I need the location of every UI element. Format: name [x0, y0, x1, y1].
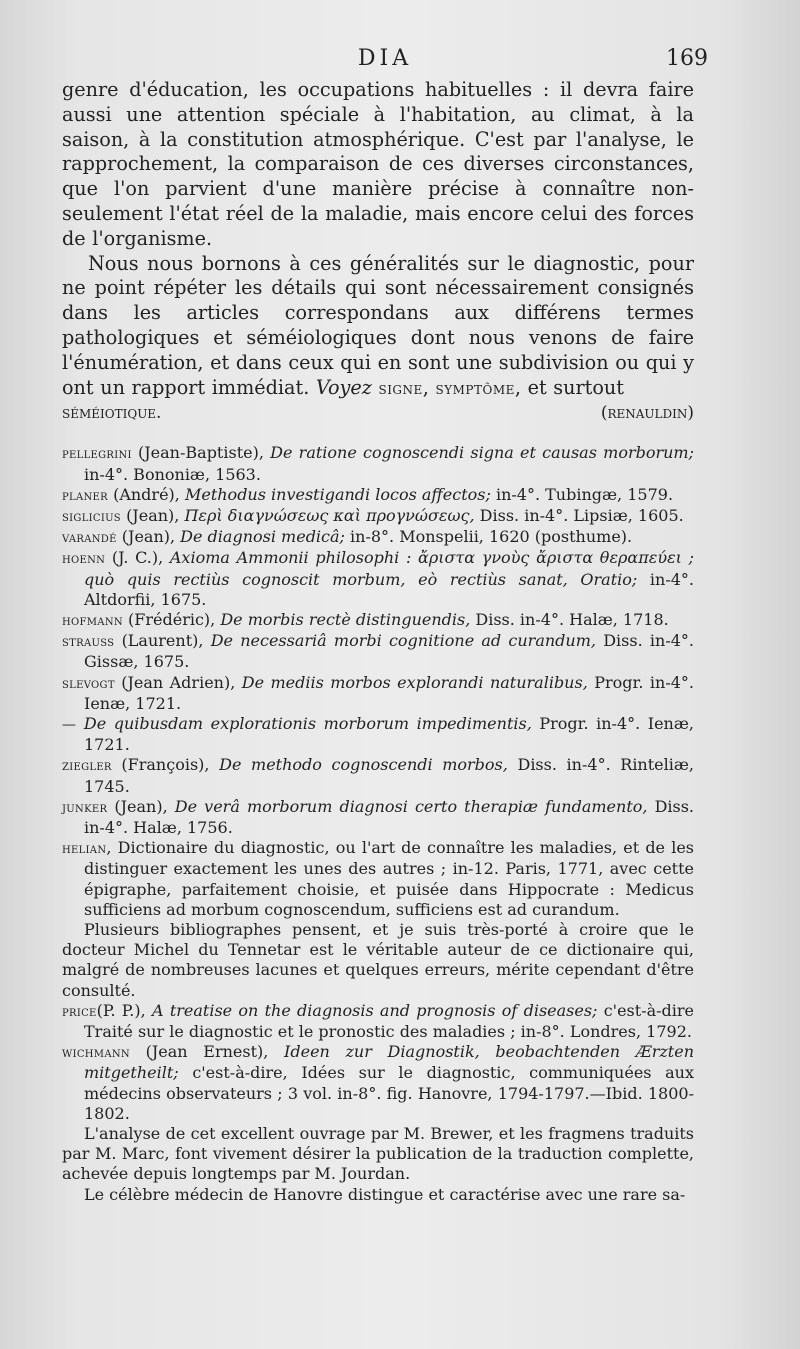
entry-given: (Jean), [121, 527, 176, 547]
bibliography-entry [62, 838, 694, 920]
entry-rest: Diss. in-4°. Rinteliæ, 1745. [84, 755, 694, 796]
bibliography-entry [62, 610, 694, 631]
entry-given: (André), [113, 484, 180, 504]
entry-author: — [62, 717, 77, 733]
entry-author: slevogt [62, 675, 115, 692]
paragraph-text: Nous nous bornons à ces généralités sur le diagnostic, pour ne point répéter les détails qui sont nécessairement consignés dans les articles correspondans aux différens termes pathologiques et séméiologiques dont nous venons de faire l'énumération, et dans ceux qui en sont une subdivision ou qui y ont un rapport immédiat. [62, 251, 694, 399]
paragraph-continuation: genre d'éducation, les occupations habituelles : il devra faire aussi une attention spéciale à l'habitation, au climat, à la saison, à la constitution atmosphérique. C'est par l'analyse, le rapprochement, la comparaison de ces diverses circonstances, que l'on parvient d'une manière précise à connaître non-seulement l'état réel de la maladie, mais encore celui des forces de l'organisme. [62, 78, 694, 250]
bibliography-entry [62, 485, 694, 506]
bibliography-entry [62, 797, 694, 838]
editorial-note: Le célèbre médecin de Hanovre distingue et caractérise avec une rare sa- [84, 1184, 686, 1204]
entry-author: hoenn [62, 551, 106, 568]
entry-author: wichmann [62, 1045, 130, 1062]
entry-author: siglicius [62, 508, 121, 525]
voyez-label: Voyez [315, 375, 372, 399]
cross-ref-semeiotique: séméiotique. [62, 403, 162, 424]
entry-rest: in-8°. Monspelii, 1620 (posthume). [350, 527, 633, 547]
entry-author: helian [62, 841, 107, 858]
signature-line [62, 401, 694, 427]
entry-author: junker [62, 799, 108, 816]
author-signature: (renauldin) [600, 403, 694, 424]
bibliography-entry [62, 755, 694, 796]
cross-ref-signe: signe [378, 378, 423, 399]
entry-author: price [62, 1003, 97, 1020]
entry-rest: in-4°. Bononiæ, 1563. [84, 464, 261, 484]
page-header [62, 46, 708, 76]
running-head: DIA [357, 46, 413, 71]
bibliography-entry [62, 527, 694, 548]
entry-rest: Diss. in-4°. Halæ, 1718. [475, 609, 669, 629]
paragraph-conclusion [62, 252, 694, 402]
entry-title: De diagnosi medicâ; [180, 527, 345, 547]
bibliography-entry [62, 631, 694, 672]
entry-given: (François), [121, 755, 210, 775]
bibliography-entry [62, 1001, 694, 1042]
entry-author: ziegler [62, 758, 112, 775]
entry-rest: Diss. in-4°. Halæ, 1756. [84, 796, 695, 838]
entry-title: Axioma Ammonii philosophi : ἄριστα γνοὺς ἄριστα θεραπεύει ; quò quis rectiùs cognoscit morbum, eò rectiùs sanat, Oratio; [84, 548, 694, 589]
bibliography-entry [62, 714, 694, 755]
bibliography-entry [62, 506, 694, 527]
bibliography-entry [62, 443, 694, 484]
editorial-note: Plusieurs bibliographes pensent, et je suis très-porté à croire que le docteur Michel du Tennetar est le véritable auteur de ce dictionaire qui, malgré de nombreuses lacunes et quelques erreurs, mérite cependant d'être consulté. [62, 920, 694, 1000]
entry-given: (P. P.), [96, 1000, 146, 1020]
entry-rest: Progr. in-4°. Ienæ, 1721. [84, 714, 694, 755]
entry-given: (Laurent), [121, 631, 204, 651]
entry-given: (Jean), [126, 505, 180, 525]
page-content [62, 78, 694, 1205]
entry-title: De morbis rectè distinguendis, [220, 609, 471, 629]
entry-rest: in-4°. Altdorfii, 1675. [84, 569, 694, 609]
cross-ref-symptome: symptôme [435, 378, 515, 399]
entry-title: De ratione cognoscendi signa et causas morborum; [270, 443, 694, 463]
entry-title: A treatise on the diagnosis and prognosis of diseases; [152, 1000, 598, 1020]
entry-rest: in-4°. Tubingæ, 1579. [495, 484, 674, 504]
entry-title: De methodo cognoscendi morbos, [219, 755, 508, 775]
cross-ref-separator: , [422, 375, 429, 399]
entry-given: (Frédéric), [128, 609, 216, 629]
entry-author: varandé [62, 530, 117, 547]
entry-rest: Progr. in-4°. Ienæ, 1721. [84, 672, 695, 713]
entry-rest: c'est-à-dire, Idées sur le diagnostic, communiquées aux médecins observateurs ; 3 vol. in-8°. fig. Hanovre, 1794-1797.—Ibid. 1800-1802. [84, 1063, 694, 1123]
entry-given: (Jean-Baptiste), [138, 443, 264, 463]
entry-given: (J. C.), [111, 548, 164, 568]
bibliography [62, 443, 694, 1205]
editorial-note: L'analyse de cet excellent ouvrage par M. Brewer, et les fragmens traduits par M. Marc, font vivement désirer la publication de la traduction complette, achevée depuis longtemps par M. Jourdan. [62, 1124, 694, 1184]
entry-title: Methodus investigandi locos affectos; [184, 484, 491, 504]
bibliography-entry [62, 548, 694, 610]
entry-title: De necessariâ morbi cognitione ad curandum, [210, 631, 596, 651]
entry-rest: Diss. in-4°. Gissæ, 1675. [84, 631, 694, 672]
cross-ref-tail: , et surtout [514, 375, 624, 399]
entry-given: (Jean), [114, 796, 168, 816]
entry-title: De mediis morbos explorandi naturalibus, [241, 672, 588, 692]
entry-author: hofmann [62, 612, 123, 629]
entry-given: , [106, 838, 112, 858]
page-number: 169 [666, 46, 708, 71]
entry-title: Ideen zur Diagnostik, beobachtenden Ærzten mitgetheilt; [84, 1042, 695, 1083]
entry-title: De verâ morborum diagnosi certo therapiæ fundamento, [174, 796, 648, 816]
entry-rest: Diss. in-4°. Lipsiæ, 1605. [479, 505, 684, 525]
entry-given: (Jean Adrien), [121, 672, 236, 692]
entry-rest: Dictionaire du diagnostic, ou l'art de connaître les maladies, et de les distinguer exactement les unes des autres ; in-12. Paris, 1771, avec cette épigraphe, parfaitement choisie, et puisée dans Hippocrate : Medicus sufficiens ad morbum cognoscendum, sufficiens est ad curandum. [84, 838, 694, 919]
bibliography-entry [62, 1042, 694, 1124]
entry-title: De quibusdam explorationis morborum impedimentis, [83, 714, 532, 733]
entry-rest: c'est-à-dire Traité sur le diagnostic et le pronostic des maladies ; in-8°. Londres, 1792. [84, 1000, 695, 1042]
entry-given: (Jean Ernest), [145, 1042, 269, 1062]
bibliography-entry [62, 673, 694, 714]
entry-title: Περὶ διαγνώσεως καὶ προγνώσεως, [184, 505, 475, 525]
entry-author: pellegrini [62, 446, 132, 463]
entry-author: planer [62, 487, 108, 504]
entry-author: strauss [62, 634, 115, 651]
